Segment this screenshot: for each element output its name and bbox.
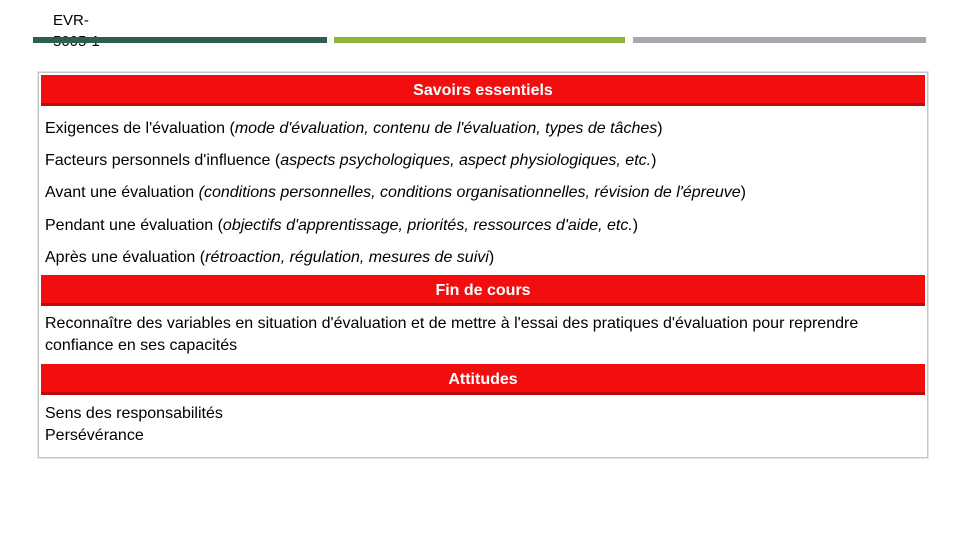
attitudes-title: Attitudes [448, 370, 518, 388]
content-table [38, 72, 928, 458]
savoirs-title: Savoirs essentiels [413, 81, 553, 99]
savoirs-item: Après une évaluation (rétroaction, régulation, mesures de suivi) [45, 249, 495, 266]
decor-bar-lime [334, 37, 625, 43]
savoirs-item: Pendant une évaluation (objectifs d'apprentissage, priorités, ressources d'aide, etc.) [45, 217, 639, 234]
savoirs-header [41, 75, 925, 106]
attitudes-item: Sens des responsabilités [45, 405, 223, 422]
fin-header [41, 275, 925, 306]
decor-bar-gray [633, 37, 926, 43]
savoirs-item: Facteurs personnels d'influence (aspects psychologiques, aspect physiologiques, etc.) [45, 152, 657, 169]
fin-text: Reconnaître des variables en situation d'évaluation et de mettre à l'essai des pratiques d'évaluation pour reprendre confiance en ses capacités [45, 315, 859, 354]
savoirs-item: Exigences de l'évaluation (mode d'évaluation, contenu de l'évaluation, types de tâches) [45, 120, 663, 137]
attitudes-item: Persévérance [45, 427, 144, 444]
attitudes-header [41, 364, 925, 395]
fin-title: Fin de cours [435, 281, 531, 299]
document-code: EVR- [53, 12, 89, 29]
decor-bar-green [33, 37, 327, 43]
savoirs-item: Avant une évaluation (conditions personnelles, conditions organisationnelles, révision de l'épreuve) [45, 184, 746, 201]
